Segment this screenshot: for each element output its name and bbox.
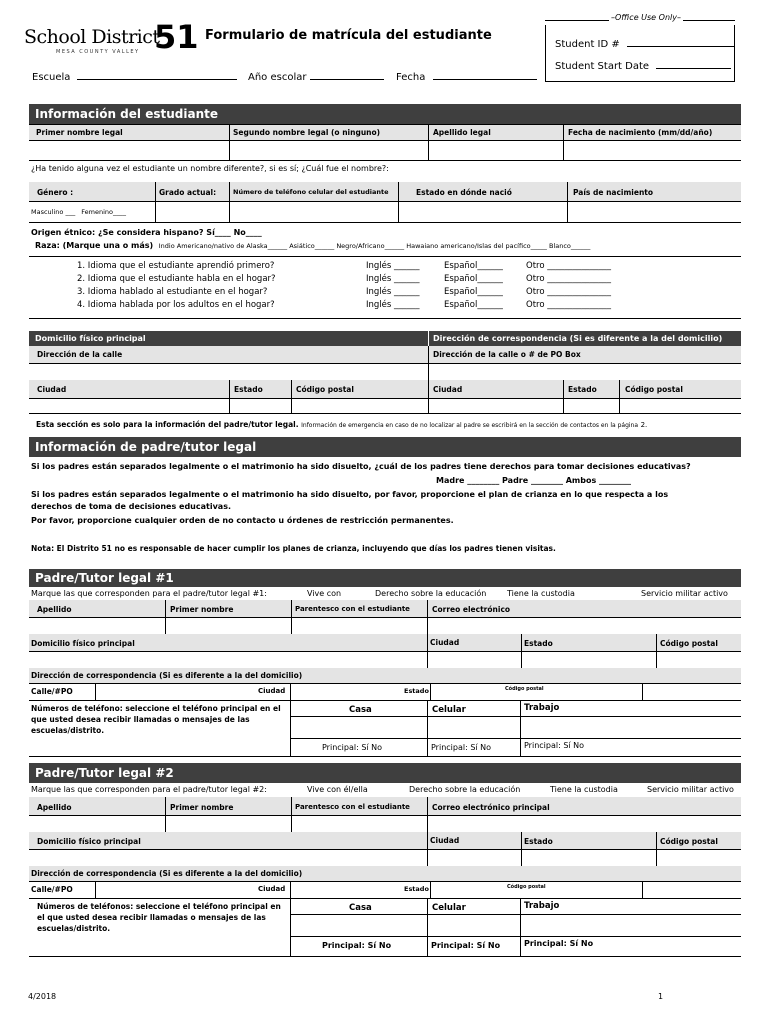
tutor1-codigo-input[interactable] [657, 652, 741, 668]
tutor2-correo-input[interactable] [428, 816, 741, 832]
nota-distrito: Nota: El Distrito 51 no es responsable de hacer cumplir los planes de crianza, incluyendo que días los padres tienen visitas. [31, 544, 556, 553]
domicilio-header: Domicilio físico principal [35, 334, 146, 343]
estado-corr-label: Estado [568, 385, 597, 394]
estado-nacio-input[interactable] [399, 202, 567, 222]
tutor1-trabajo-label: Trabajo [524, 703, 560, 713]
office-use-box [545, 25, 735, 82]
logo-text: School District [24, 26, 160, 48]
no-contacto: Por favor, proporcione cualquier orden de no contacto u órdenes de restricción permanentes. [31, 516, 454, 525]
plan-crianza-a: Si los padres están separados legalmente o el matrimonio ha sido disuelto, por favor, proporcione el plan de crianza en lo que respecta a los [31, 490, 669, 499]
pais-label: País de nacimiento [573, 188, 654, 197]
tutor2-celular-label: Celular [432, 903, 466, 913]
tutor1-ciudad-label: Ciudad [430, 638, 460, 647]
tutor1-estado2-input[interactable] [430, 684, 502, 700]
parent-section-header: Información de padre/tutor legal [29, 437, 741, 457]
ano-escolar-field[interactable] [248, 71, 384, 83]
ciudad-corr-input[interactable] [429, 399, 563, 413]
tutor1-derecho[interactable]: Derecho sobre la educación [375, 589, 487, 598]
otro-nombre-question: ¿Ha tenido alguna vez el estudiante un nombre diferente?, si es sí; ¿Cuál fue el nombre?: [31, 164, 389, 173]
tutor1-apellido-input[interactable] [29, 618, 165, 634]
fecha-nac-label: Fecha de nacimiento (mm/dd/año) [568, 128, 713, 137]
tutor1-trabajo-principal[interactable]: Principal: Sí No [524, 741, 585, 750]
tutor2-nombre-label: Primer nombre [170, 803, 234, 812]
idioma-3-question: 3. Idioma hablado al estudiante en el hogar? [77, 287, 268, 297]
plan-crianza-b: derechos de toma de decisiones educativas. [31, 502, 231, 511]
tutor2-trabajo-principal[interactable]: Principal: Sí No [524, 939, 594, 948]
tutor2-casa-input[interactable] [291, 915, 427, 936]
tutor1-calle-label: Calle/#PO [31, 687, 73, 696]
calle-po-label: Dirección de la calle o # de PO Box [433, 350, 581, 359]
district-logo [24, 18, 199, 56]
tutor1-correo-input[interactable] [428, 618, 741, 634]
tutor1-correo-label: Correo electrónico [432, 605, 511, 614]
tutor2-apellido-label: Apellido [37, 803, 72, 812]
codigo-label: Código postal [296, 385, 354, 394]
idioma-3-ingles[interactable]: Inglés ______ [366, 287, 420, 297]
ciudad-corr-label: Ciudad [433, 385, 463, 394]
tutor1-calle-input[interactable] [95, 684, 256, 700]
section-note: Esta sección es solo para la información del padre/tutor legal. Información de emergencia en caso de no localizar al padre se escribirá en la sección de contactos en la página 2. [36, 420, 648, 429]
ciudad-label: Ciudad [37, 385, 67, 394]
tutor2-telefonos-label: Números de teléfonos: seleccione el teléfono principal en el que usted desea recibir llamadas o mensajes de las escuelas/distrito. [37, 902, 281, 933]
student-section-header: Información del estudiante [29, 104, 741, 124]
idioma-4-espanol[interactable]: Español______ [444, 300, 503, 310]
tutor2-codigo-label: Código postal [660, 837, 718, 846]
escuela-field[interactable] [32, 71, 237, 83]
address-header-bar [29, 331, 741, 346]
tutor2-codigo2-input[interactable] [642, 882, 741, 898]
primer-nombre-label: Primer nombre legal [36, 128, 123, 137]
tutor2-estado2-input[interactable] [430, 882, 502, 898]
form-title: Formulario de matrícula del estudiante [205, 28, 492, 43]
tutor1-ciudad-input[interactable] [428, 652, 521, 668]
tutor2-estado-input[interactable] [522, 850, 656, 866]
primer-nombre-input[interactable] [29, 141, 229, 160]
idioma-1-ingles[interactable]: Inglés ______ [366, 261, 420, 271]
tutor2-nombre-input[interactable] [166, 816, 291, 832]
raza-options[interactable]: Indio Americano/nativo de Alaska______ Asiático______ Negro/Africano______ Hawaiano americano/Islas del pacífico_____ Blanco______ [158, 242, 591, 250]
tutor1-parentesco-input[interactable] [292, 618, 427, 634]
grado-input[interactable] [156, 202, 229, 222]
idioma-2-ingles[interactable]: Inglés ______ [366, 274, 420, 284]
raza-label: Raza: (Marque una o más) [35, 241, 154, 250]
logo-subtitle: MESA COUNTY VALLEY [56, 49, 140, 55]
tutor1-parentesco-label: Parentesco con el estudiante [295, 605, 410, 613]
idioma-2-espanol[interactable]: Español______ [444, 274, 503, 284]
escuela-label: Escuela [32, 72, 71, 83]
student-id-label: Student ID # [555, 39, 620, 50]
tutor1-correspondencia-label: Dirección de correspondencia (Si es diferente a la del domicilio) [31, 671, 303, 680]
tutor2-casa-principal[interactable]: Principal: Sí No [322, 941, 392, 950]
tutor1-codigo2-input[interactable] [642, 684, 741, 700]
tutor2-calle-input[interactable] [95, 882, 256, 898]
idioma-3-espanol[interactable]: Español______ [444, 287, 503, 297]
tutor2-domicilio-input[interactable] [29, 850, 427, 866]
tutor2-trabajo-label: Trabajo [524, 901, 560, 911]
ciudad-input[interactable] [29, 399, 229, 413]
tutor1-header: Padre/Tutor legal #1 [29, 569, 741, 587]
masculino-option[interactable]: Masculino ___ Femenino____ [31, 208, 127, 216]
tutor2-codigo2-label: Código postal [507, 884, 546, 890]
tutor2-apellido-input[interactable] [29, 816, 165, 832]
telefono-label: Número de teléfono celular del estudiante [233, 188, 389, 196]
tutor2-estado2-label: Estado [404, 885, 429, 893]
tutor2-domicilio-label: Domicilio físico principal [37, 837, 141, 846]
idioma-3-otro[interactable]: Otro _______________ [526, 287, 611, 297]
footer-date: 4/2018 [28, 992, 57, 1001]
codigo-corr-input[interactable] [620, 399, 741, 413]
genero-label: Género : [37, 188, 74, 197]
origen-etnico[interactable]: Origen étnico: ¿Se considera hispano? Sí____ No____ [31, 228, 262, 237]
idioma-1-espanol[interactable]: Español______ [444, 261, 503, 271]
telefono-input[interactable] [230, 202, 398, 222]
tutor2-parentesco-label: Parentesco con el estudiante [295, 803, 410, 811]
logo-number: 51 [154, 18, 199, 56]
estado-corr-input[interactable] [564, 399, 619, 413]
pais-input[interactable] [568, 202, 741, 222]
ano-escolar-label: Año escolar [248, 72, 307, 83]
tutor1-codigo-label: Código postal [660, 639, 718, 648]
tutor1-nombre-input[interactable] [166, 618, 291, 634]
tutor2-trabajo-input[interactable] [521, 915, 741, 936]
tutor1-trabajo-input[interactable] [521, 717, 741, 738]
fecha-field[interactable] [396, 71, 537, 83]
codigo-corr-label: Código postal [625, 385, 683, 394]
raza-row[interactable] [35, 241, 590, 250]
decision-options[interactable]: Madre ________ Padre ________ Ambos ________ [436, 476, 632, 485]
segundo-nombre-input[interactable] [230, 141, 428, 160]
tutor2-estado-label: Estado [524, 837, 553, 846]
tutor1-ciudad2-input[interactable] [290, 684, 402, 700]
tutor1-estado2-label: Estado [404, 687, 429, 695]
tutor1-domicilio-label: Domicilio físico principal [31, 639, 135, 648]
fecha-label: Fecha [396, 72, 426, 83]
tutor1-casa-label: Casa [349, 705, 372, 715]
tutor1-nombre-label: Primer nombre [170, 605, 234, 614]
idioma-1-otro[interactable]: Otro _______________ [526, 261, 611, 271]
tutor1-telefonos-label: Números de teléfono: seleccione el teléfono principal en el que usted desea recibir llamadas o mensajes de las escuelas/distrito. [31, 704, 281, 735]
apellido-label: Apellido legal [433, 128, 491, 137]
tutor2-marque: Marque las que corresponden para el padre/tutor legal #2: [31, 785, 267, 794]
tutor2-custodia[interactable]: Tiene la custodia [550, 785, 618, 794]
estado-label: Estado [234, 385, 263, 394]
idioma-4-question: 4. Idioma hablada por los adultos en el hogar? [77, 300, 275, 310]
tutor1-militar[interactable]: Servicio militar activo [641, 589, 728, 598]
decision-question: Si los padres están separados legalmente o el matrimonio ha sido disuelto, ¿cuál de los padres tiene derechos para tomar decisiones educativas? [31, 462, 691, 471]
student-start-field[interactable] [555, 60, 731, 72]
tutor2-parentesco-input[interactable] [292, 816, 427, 832]
codigo-input[interactable] [292, 399, 428, 413]
calle-input[interactable] [29, 364, 428, 380]
tutor1-marque: Marque las que corresponden para el padre/tutor legal #1: [31, 589, 267, 598]
office-use-label: –Office Use Only– [611, 13, 681, 22]
tutor2-header: Padre/Tutor legal #2 [29, 763, 741, 783]
tutor2-ciudad2-input[interactable] [290, 882, 402, 898]
tutor2-codigo-input[interactable] [657, 850, 741, 866]
tutor2-correspondencia-label: Dirección de correspondencia (Si es diferente a la del domicilio) [31, 869, 303, 878]
tutor1-estado-label: Estado [524, 639, 553, 648]
segundo-nombre-label: Segundo nombre legal (o ninguno) [233, 128, 381, 137]
calle-po-input[interactable] [429, 364, 741, 380]
idioma-1-question: 1. Idioma que el estudiante aprendió primero? [77, 261, 275, 271]
tutor1-casa-principal[interactable]: Principal: Sí No [322, 743, 383, 752]
student-id-field[interactable] [555, 38, 735, 50]
student-start-label: Student Start Date [555, 61, 650, 72]
apellido-input[interactable] [429, 141, 563, 160]
tutor2-ciudad2-label: Ciudad [258, 885, 286, 893]
tutor2-casa-label: Casa [349, 903, 372, 913]
calle-label: Dirección de la calle [37, 350, 123, 359]
tutor2-calle-label: Calle/#PO [31, 885, 73, 894]
tutor1-celular-label: Celular [432, 705, 466, 715]
tutor2-celular-principal[interactable]: Principal: Sí No [431, 941, 501, 950]
grado-label: Grado actual: [159, 188, 217, 197]
tutor1-vive[interactable]: Vive con [307, 589, 342, 598]
idioma-2-otro[interactable]: Otro _______________ [526, 274, 611, 284]
estado-nacio-label: Estado en dónde nació [416, 188, 512, 197]
tutor1-celular-principal[interactable]: Principal: Sí No [431, 743, 492, 752]
estado-input[interactable] [230, 399, 291, 413]
page-number: 1 [658, 992, 664, 1001]
tutor2-correo-label: Correo electrónico principal [432, 803, 550, 812]
tutor2-ciudad-input[interactable] [428, 850, 521, 866]
idioma-4-otro[interactable]: Otro _______________ [526, 300, 611, 310]
correspondencia-header: Dirección de correspondencia (Si es diferente a la del domicilio) [433, 334, 723, 343]
tutor1-estado-input[interactable] [522, 652, 656, 668]
idioma-2-question: 2. Idioma que el estudiante habla en el hogar? [77, 274, 276, 284]
tutor2-vive[interactable]: Vive con él/ella [307, 785, 368, 794]
tutor1-celular-input[interactable] [428, 717, 520, 738]
idioma-4-ingles[interactable]: Inglés ______ [366, 300, 420, 310]
tutor1-domicilio-input[interactable] [29, 652, 427, 668]
tutor2-ciudad-label: Ciudad [430, 836, 460, 845]
tutor1-codigo2-label: Código postal [505, 686, 544, 692]
tutor1-custodia[interactable]: Tiene la custodia [507, 589, 575, 598]
tutor2-derecho[interactable]: Derecho sobre la educación [409, 785, 521, 794]
fecha-nac-input[interactable] [564, 141, 741, 160]
tutor1-apellido-label: Apellido [37, 605, 72, 614]
tutor2-celular-input[interactable] [428, 915, 520, 936]
tutor1-ciudad2-label: Ciudad [258, 687, 286, 695]
femenino-option[interactable]: Femenino____ [81, 208, 127, 216]
tutor1-casa-input[interactable] [291, 717, 427, 738]
tutor2-militar[interactable]: Servicio militar activo [647, 785, 734, 794]
